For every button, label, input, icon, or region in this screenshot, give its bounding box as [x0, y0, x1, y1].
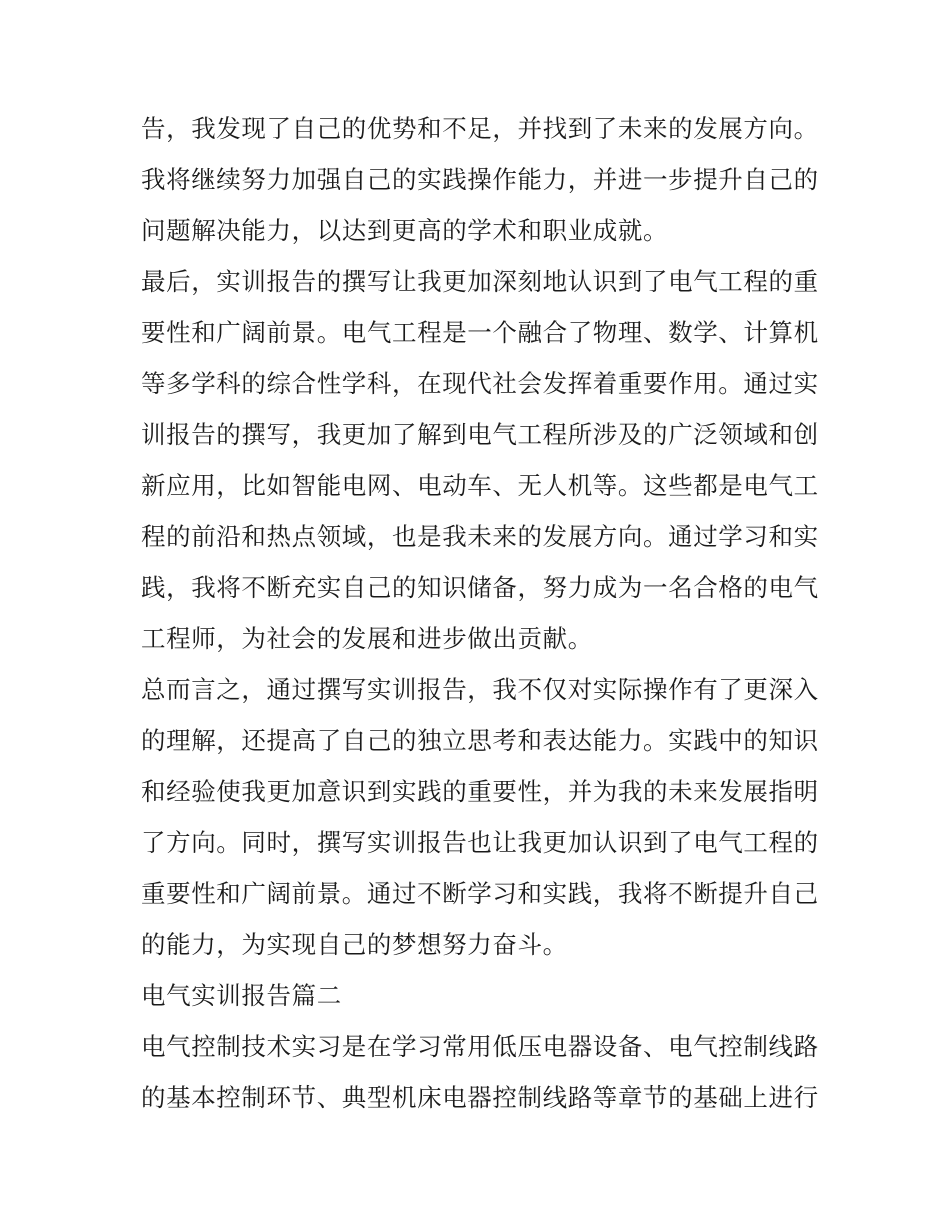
text-line: 新应用，比如智能电网、电动车、无人机等。这些都是电气工: [141, 471, 819, 500]
text-line: 总而言之，通过撰写实训报告，我不仅对实际操作有了更深入: [141, 675, 819, 704]
text-line: 训报告的撰写，我更加了解到电气工程所涉及的广泛领域和创: [141, 420, 819, 449]
text-line: 和经验使我更加意识到实践的重要性，并为我的未来发展指明: [141, 777, 819, 806]
text-line: 重要性和广阔前景。通过不断学习和实践，我将不断提升自己: [141, 879, 819, 908]
text-line: 要性和广阔前景。电气工程是一个融合了物理、数学、计算机: [141, 318, 819, 347]
text-line: 最后，实训报告的撰写让我更加深刻地认识到了电气工程的重: [141, 267, 819, 296]
text-line: 的基本控制环节、典型机床电器控制线路等章节的基础上进行: [141, 1083, 819, 1112]
text-line: 工程师，为社会的发展和进步做出贡献。: [141, 624, 593, 653]
text-line: 等多学科的综合性学科，在现代社会发挥着重要作用。通过实: [141, 369, 819, 398]
text-line: 电气控制技术实习是在学习常用低压电器设备、电气控制线路: [141, 1032, 819, 1061]
text-line: 践，我将不断充实自己的知识储备，努力成为一名合格的电气: [141, 573, 819, 602]
text-line: 了方向。同时，撰写实训报告也让我更加认识到了电气工程的: [141, 828, 819, 857]
text-line: 的能力，为实现自己的梦想努力奋斗。: [141, 930, 568, 959]
text-line: 程的前沿和热点领域，也是我未来的发展方向。通过学习和实: [141, 522, 819, 551]
section-heading: 电气实训报告篇二: [141, 981, 342, 1010]
text-line: 告，我发现了自己的优势和不足，并找到了未来的发展方向。: [141, 114, 819, 143]
text-line: 我将继续努力加强自己的实践操作能力，并进一步提升自己的: [141, 165, 819, 194]
text-line: 问题解决能力，以达到更高的学术和职业成就。: [141, 216, 669, 245]
text-line: 的理解，还提高了自己的独立思考和表达能力。实践中的知识: [141, 726, 819, 755]
